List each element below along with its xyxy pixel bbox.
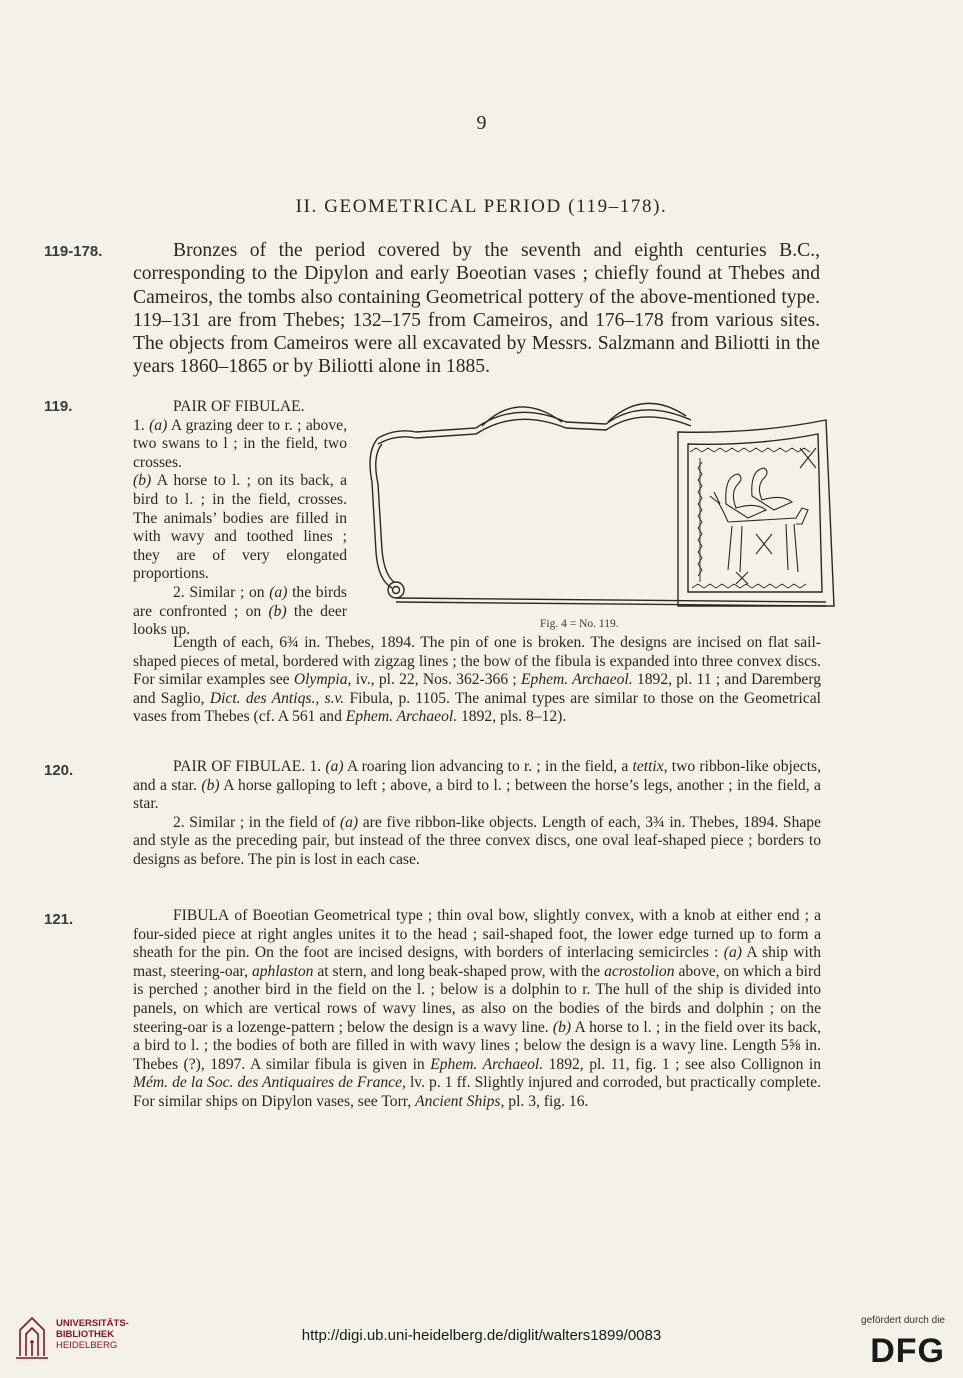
entry-number-120: 120. [44,762,74,779]
text: 1892, pl. 11, fig. 1 ; see also Collignon in [548,1055,822,1073]
item-text: the birds are confronted ; on [133,583,347,620]
text: A roaring lion advancing to r. ; in the field, a [346,758,629,775]
item-letter: (a) [325,758,344,775]
item-text: the deer looks up. [133,602,347,639]
entry-119-length-paragraph [133,634,821,727]
entry-119-details [133,634,821,727]
entry-119-title: PAIR OF FIBULAE. [173,398,305,415]
source-url-link[interactable]: http://digi.ub.uni-heidelberg.de/diglit/walters1899/0083 [301,1327,662,1344]
item-number: 2. [173,583,185,601]
text: Length of each, 6¾ in. Thebes, 1894. The pin of one is broken. The designs are incised on flat sail-shaped pieces of metal, bordered with zigzag lines ; the bow of the fibula is expanded into three convex discs. For similar examples see [133,634,821,689]
entry-119-item-1b [133,472,347,584]
intro-paragraph: Bronzes of the period covered by the seventh and eighth centuries B.C., corresponding to the Dipylon and early Boeotian vases ; chiefly found at Thebes and Cameiros, the tombs also containing Geometrical pottery of the above-mentioned type. 119–131 are from Thebes; 132–175 from Cameiros, and 176–178 from various sites. The objects from Cameiros were all excavated by Messrs. Salzmann and Biliotti in the years 1860–1865 or by Biliotti alone in 1885. [133,240,820,378]
entry-120-item-2 [133,814,821,870]
section-introduction [133,239,820,379]
text: at stern, and long beak-shaped prow, with the [317,962,601,980]
item-letter: (b) [268,602,287,620]
sponsor-caption: gefördert durch die [861,1315,945,1326]
entry-119-item-1a [133,417,347,473]
entry-119-item-2 [133,584,347,640]
entry-number-121: 121. [44,911,74,928]
logo-line: UNIVERSITÄTS- [56,1318,129,1329]
dfg-logo: DFG [870,1332,945,1370]
item-letter: (a) [269,583,288,601]
item-text: A horse to l. ; on its back, a bird to l. ; in the field, crosses. The animals’ bodies are filled in with wavy and toothed lines ; they are of very elongated proportions. [133,472,347,583]
text: A horse galloping to left ; above, a bird to l. ; between the horse’s legs, another ; in the field, a star. [133,776,821,813]
entry-121-title: FIBULA [173,907,230,924]
text: A horse to l. ; in the field over its back, a bird to l. ; the bodies of both are filled in with wavy lines ; below the design is a wavy line. Length 5⅝ in. Thebes (?), 1897. A similar fibula is given in [133,1018,821,1073]
citation: Dict. des Antiqs., s.v. [209,689,345,707]
text: 1892, pl. 11 ; and Daremberg and Saglio, [133,671,822,707]
logo-line: HEIDELBERG [56,1340,118,1351]
item-letter: (a) [149,416,168,434]
text: of Boeotian Geometrical type ; thin oval bow, slightly convex, with a knob at either end ; a four-sided piece at right angles unites it to the head ; sail-shaped foot, the lower edge turned up to form a sheath for the pin. On the foot are incised designs, with borders of interlacing semicircles : [133,907,821,962]
logo-line: BIBLIOTHEK [56,1329,115,1340]
term: acrostolion [604,962,675,980]
item-text: Similar ; on [189,583,265,601]
item-number: 1. [133,416,145,434]
item-letter: (b) [552,1018,572,1036]
text: lv. p. 1 ff. Slightly injured and corroded, but practically complete. For similar ships on Dipylon vases, see Torr, [133,1074,821,1110]
entry-119-description [133,398,347,640]
entry-120-description [133,758,821,870]
entry-number-119: 119. [44,398,73,415]
citation: Ancient Ships, [415,1092,505,1110]
item-letter: (b) [133,472,152,490]
fibula-illustration [356,392,838,620]
term: tettix, [632,758,668,775]
entry-119-title-line [133,398,347,417]
text: 1. [309,758,322,775]
citation: Ephem. Archaeol. [521,671,633,689]
entry-121-description [133,907,821,1112]
text: are five ribbon-like objects. Length of each, 3¾ in. Thebes, 1894. Shape and style as the preceding pair, but instead of the three convex discs, one oval leaf-shaped piece ; borders to designs as before. The pin is lost in each case. [133,813,822,868]
text: 1892, pls. 8–12). [461,708,567,726]
entry-120-title: PAIR OF FIBULAE. [173,758,306,775]
citation: Ephem. Archaeol. [345,708,458,726]
text: iv., pl. 22, Nos. 362-366 ; [355,671,517,689]
text: 2. Similar ; in the field of [173,813,336,831]
text: above, on which a bird is perched ; another bird in the field on the l. ; below is a dolphin to r. The hull of the ship is divided into panels, on which are vertical rows of wavy lines, as also on the bodies of the birds and dolphin ; on the steering-oar is a lozenge-pattern ; below the design is a wavy line. [133,962,821,1036]
item-letter: (a) [339,813,359,831]
page-number: 9 [476,112,487,134]
figure-caption: Fig. 4 = No. 119. [540,618,619,630]
text: Fibula, p. 1105. The animal types are similar to those on the Geometrical vases from Thebes (cf. A 561 and [133,689,821,726]
item-letter: (b) [201,776,220,794]
entry-120-item-1 [133,758,821,814]
term: aphlaston [251,962,314,980]
citation: Olympia, [293,671,352,689]
text: pl. 3, fig. 16. [508,1092,589,1110]
citation: Mém. de la Soc. des Antiquaires de France, [133,1074,406,1092]
entry-number-range: 119-178. [44,243,103,260]
item-text: A grazing deer to r. ; above, two swans to l ; in the field, two crosses. [133,416,347,471]
citation: Ephem. Archaeol. [430,1055,544,1073]
item-letter: (a) [723,944,742,962]
text: two ribbon-like objects, and a star. [133,758,821,794]
section-heading: II. GEOMETRICAL PERIOD (119–178). [295,196,668,217]
entry-121-paragraph [133,907,821,1112]
text: A ship with mast, steering-oar, [133,944,821,980]
